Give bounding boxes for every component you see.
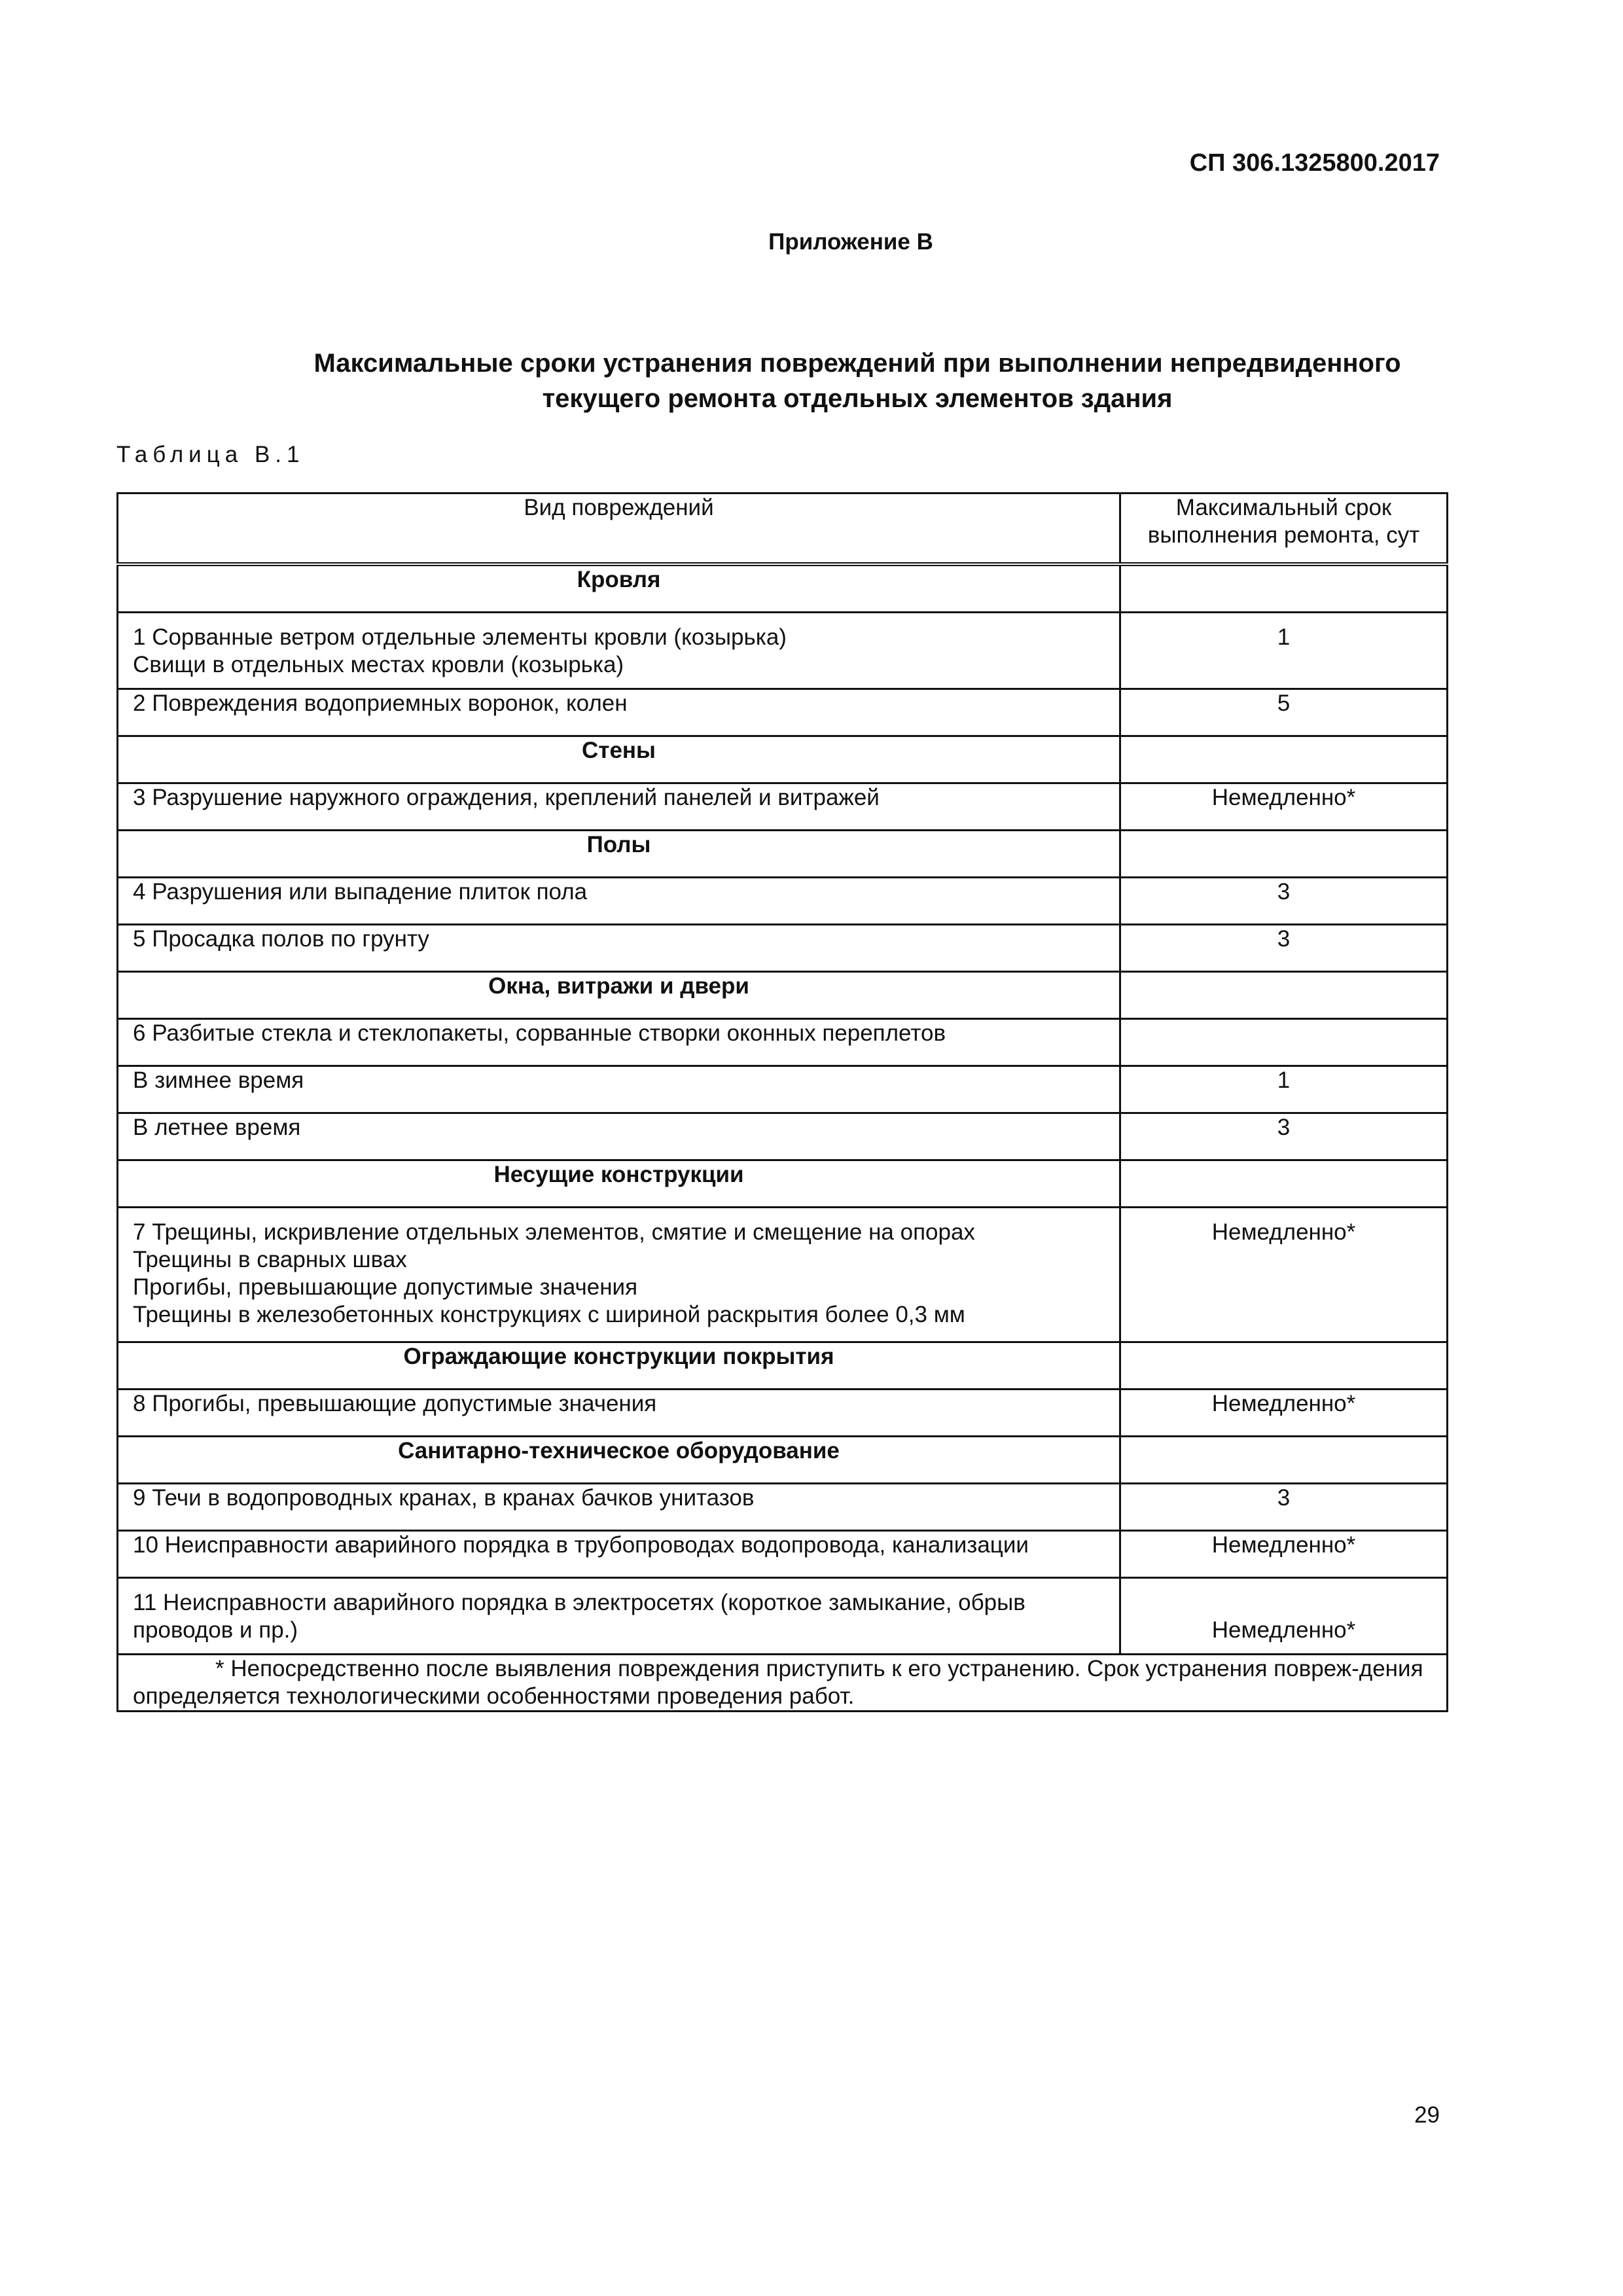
section-value (1120, 831, 1448, 878)
damage-description (118, 1208, 1120, 1342)
footnote-text: * Непосредственно после выявления повреждения приступить к его устранению. Срок устранения повреж-дения определяется технологическими особенностями проведения работ. (133, 1656, 1423, 1709)
damage-description: 9 Течи в водопроводных кранах, в кранах бачков унитазов (118, 1484, 1120, 1531)
section-value (1120, 972, 1448, 1019)
damage-description: 2 Повреждения водоприемных воронок, колен (118, 689, 1120, 736)
section-row-walls (118, 736, 1448, 783)
document-title (157, 346, 1558, 416)
description-line: Свищи в отдельных местах кровли (козырька) (133, 652, 624, 677)
column-header-max-term-line-1: Максимальный срок (1175, 495, 1392, 520)
table-row (118, 925, 1448, 972)
repair-term: Немедленно* (1120, 1208, 1448, 1342)
table-caption: Таблица В.1 (116, 442, 305, 467)
column-header-max-term (1120, 493, 1448, 565)
description-line: Трещины в железобетонных конструкциях с шириной раскрытия более 0,3 мм (133, 1302, 965, 1327)
section-title: Стены (118, 736, 1120, 783)
repair-term: 3 (1120, 1113, 1448, 1160)
section-row-floors (118, 831, 1448, 878)
description-line: Трещины в сварных швах (133, 1247, 407, 1272)
description-line: Прогибы, превышающие допустимые значения (133, 1274, 638, 1300)
description-line: 11 Неисправности аварийного порядка в электросетях (короткое замыкание, обрыв (133, 1590, 1026, 1615)
repair-term: 3 (1120, 878, 1448, 925)
description-line: проводов и пр.) (133, 1617, 298, 1643)
damage-description: 3 Разрушение наружного ограждения, креплений панелей и витражей (118, 783, 1120, 831)
repair-term: 1 (1120, 1066, 1448, 1113)
section-title: Ограждающие конструкции покрытия (118, 1342, 1120, 1390)
table-row (118, 783, 1448, 831)
column-header-max-term-line-2: выполнения ремонта, сут (1147, 522, 1420, 548)
section-value (1120, 1342, 1448, 1390)
section-value (1120, 736, 1448, 783)
table-footnote (118, 1655, 1448, 1712)
repair-term: Немедленно* (1120, 1578, 1448, 1655)
damage-description (118, 613, 1120, 689)
damage-description: 4 Разрушения или выпадение плиток пола (118, 878, 1120, 925)
table-header-row (118, 493, 1448, 565)
title-line-1: Максимальные сроки устранения повреждений при выполнении непредвиденного (313, 349, 1401, 378)
damage-description: 5 Просадка полов по грунту (118, 925, 1120, 972)
table-row (118, 1390, 1448, 1437)
table-row (118, 613, 1448, 689)
section-row-sanitary (118, 1437, 1448, 1484)
damage-description: 10 Неисправности аварийного порядка в трубопроводах водопровода, канализации (118, 1531, 1120, 1578)
table-row (118, 689, 1448, 736)
column-header-damage-type: Вид повреждений (118, 493, 1120, 565)
section-row-roof-enclosing (118, 1342, 1448, 1390)
section-title: Полы (118, 831, 1120, 878)
repair-term: 5 (1120, 689, 1448, 736)
table-row (118, 1208, 1448, 1342)
table-row (118, 1113, 1448, 1160)
repair-term (1120, 1019, 1448, 1066)
section-row-load-bearing (118, 1160, 1448, 1208)
page-number: 29 (1414, 2102, 1440, 2128)
damage-table (116, 492, 1448, 1712)
section-title: Окна, витражи и двери (118, 972, 1120, 1019)
damage-description: В летнее время (118, 1113, 1120, 1160)
table-footnote-row (118, 1655, 1448, 1712)
section-value (1120, 564, 1448, 613)
section-title: Санитарно-техническое оборудование (118, 1437, 1120, 1484)
section-value (1120, 1160, 1448, 1208)
repair-term: 1 (1120, 613, 1448, 689)
repair-term: Немедленно* (1120, 783, 1448, 831)
damage-description: 6 Разбитые стекла и стеклопакеты, сорванные створки оконных переплетов (118, 1019, 1120, 1066)
section-title: Несущие конструкции (118, 1160, 1120, 1208)
damage-description: 8 Прогибы, превышающие допустимые значения (118, 1390, 1120, 1437)
repair-term: 3 (1120, 925, 1448, 972)
title-line-2: текущего ремонта отдельных элементов здания (542, 384, 1173, 413)
section-row-windows (118, 972, 1448, 1019)
section-value (1120, 1437, 1448, 1484)
table-row (118, 1578, 1448, 1655)
table-row (118, 1484, 1448, 1531)
table-row (118, 1531, 1448, 1578)
table-row (118, 878, 1448, 925)
description-line: 1 Сорванные ветром отдельные элементы кровли (козырька) (133, 624, 787, 650)
damage-description: В зимнее время (118, 1066, 1120, 1113)
damage-description (118, 1578, 1120, 1655)
table-row (118, 1019, 1448, 1066)
repair-term: 3 (1120, 1484, 1448, 1531)
table-row (118, 1066, 1448, 1113)
document-code: СП 306.1325800.2017 (1189, 149, 1440, 177)
section-title: Кровля (118, 564, 1120, 613)
repair-term: Немедленно* (1120, 1390, 1448, 1437)
section-row-roof (118, 564, 1448, 613)
appendix-label: Приложение В (768, 229, 933, 255)
description-line: 7 Трещины, искривление отдельных элементов, смятие и смещение на опорах (133, 1219, 975, 1245)
repair-term: Немедленно* (1120, 1531, 1448, 1578)
